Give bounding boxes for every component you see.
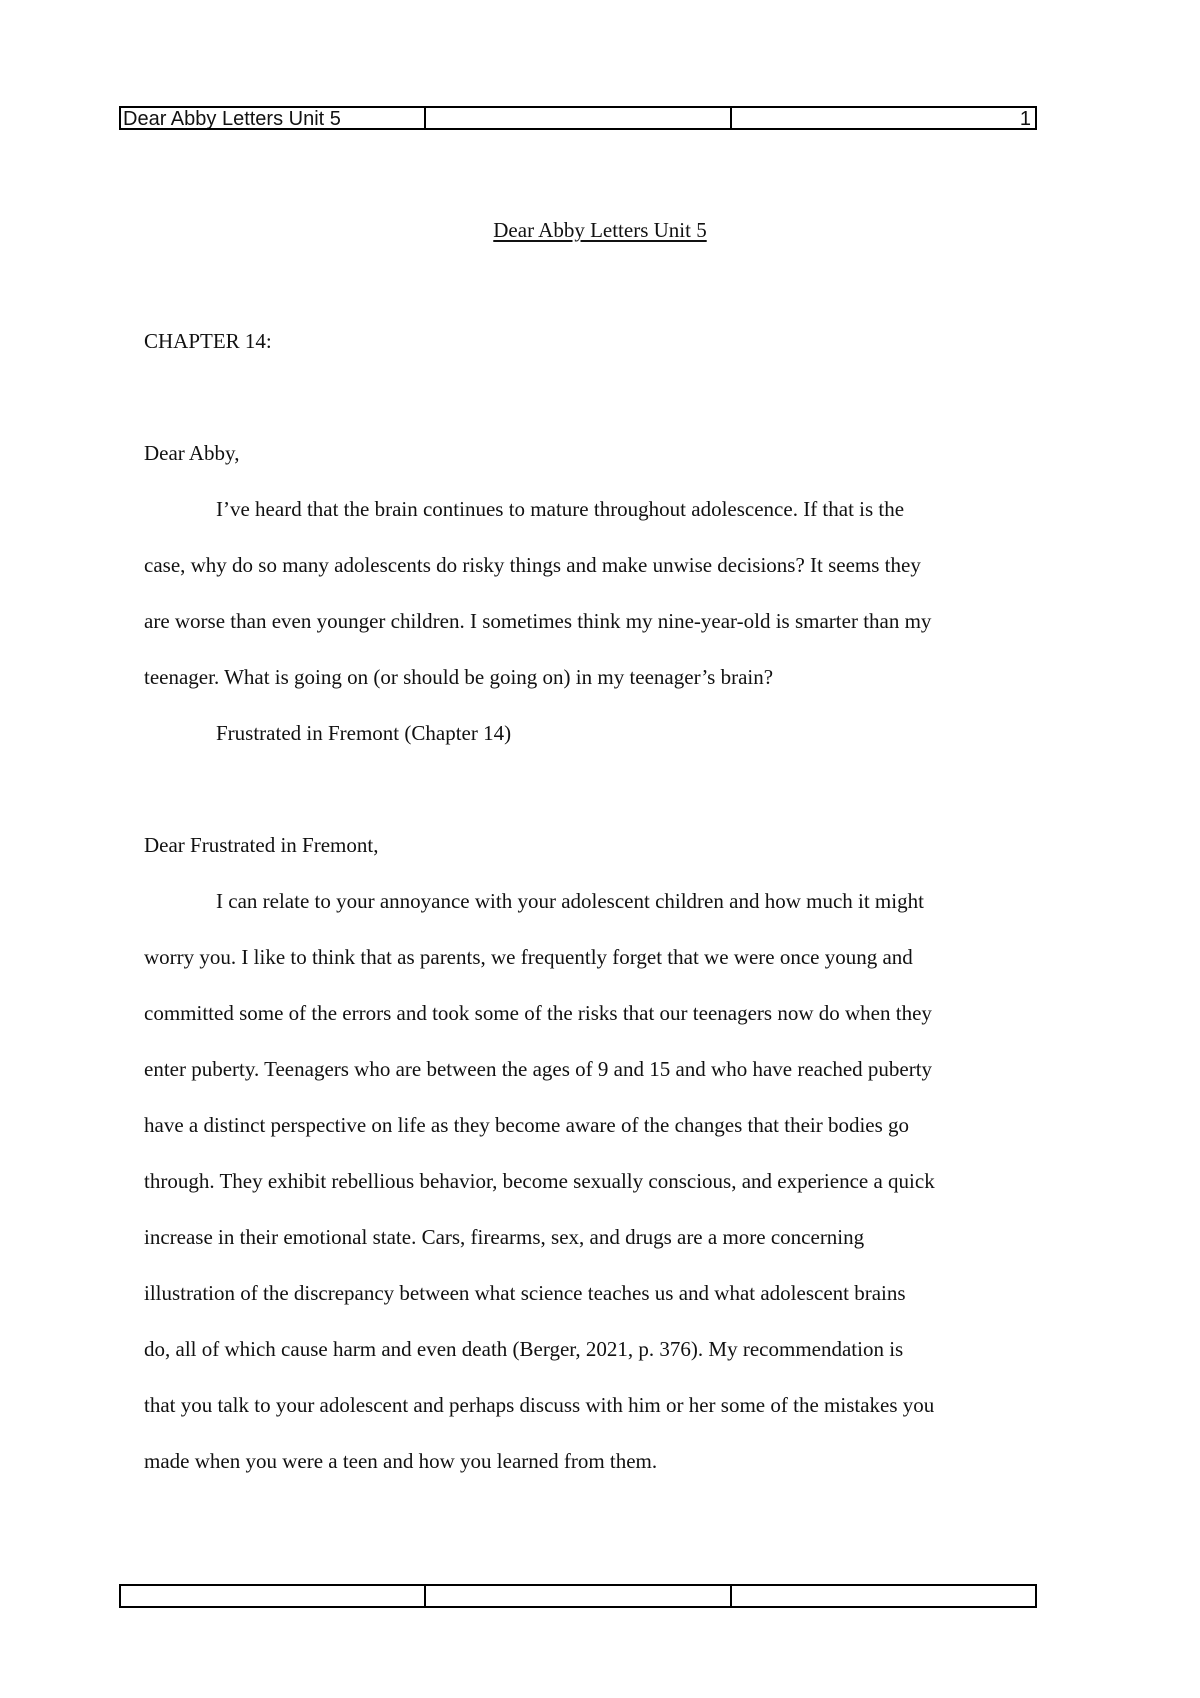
reply-line: worry you. I like to think that as parents, we frequently forget that we were once young and [144,945,913,969]
footer-cell-middle [426,1586,731,1606]
page-number: 1 [1019,108,1031,128]
reply-line: enter puberty. Teenagers who are between the ages of 9 and 15 and who have reached puberty [144,1057,933,1081]
reply-line: I can relate to your annoyance with your adolescent children and how much it might [216,889,924,913]
running-head: Dear Abby Letters Unit 5 [123,108,341,128]
reply-line: do, all of which cause harm and even death (Berger, 2021, p. 376). My recommendation is [144,1337,904,1361]
letter-salutation: Dear Abby, [144,441,240,465]
document-title: Dear Abby Letters Unit 5 [493,218,707,242]
header-cell-middle [426,108,731,128]
reply-line: through. They exhibit rebellious behavior, become sexually conscious, and experience a quick [144,1169,935,1193]
header-table [119,106,1037,130]
header-cell-left [121,108,426,128]
reply-line: made when you were a teen and how you learned from them. [144,1449,658,1473]
letter-signature: Frustrated in Fremont (Chapter 14) [216,721,512,745]
header-cell-right [732,108,1035,128]
footer-cell-left [121,1586,426,1606]
reply-line: committed some of the errors and took some of the risks that our teenagers now do when they [144,1001,932,1025]
footer-cell-right [732,1586,1035,1606]
reply-line: have a distinct perspective on life as they become aware of the changes that their bodies go [144,1113,910,1137]
reply-line: that you talk to your adolescent and perhaps discuss with him or her some of the mistakes you [144,1393,935,1417]
letter-line: case, why do so many adolescents do risky things and make unwise decisions? It seems they [144,553,921,577]
footer-table [119,1584,1037,1608]
chapter-heading: CHAPTER 14: [144,329,272,353]
reply-line: illustration of the discrepancy between what science teaches us and what adolescent brains [144,1281,906,1305]
reply-line: increase in their emotional state. Cars, firearms, sex, and drugs are a more concerning [144,1225,865,1249]
reply-salutation: Dear Frustrated in Fremont, [144,833,379,857]
letter-line: I’ve heard that the brain continues to mature throughout adolescence. If that is the [216,497,905,521]
letter-line: are worse than even younger children. I sometimes think my nine-year-old is smarter than my [144,609,932,633]
letter-line: teenager. What is going on (or should be going on) in my teenager’s brain? [144,665,774,689]
